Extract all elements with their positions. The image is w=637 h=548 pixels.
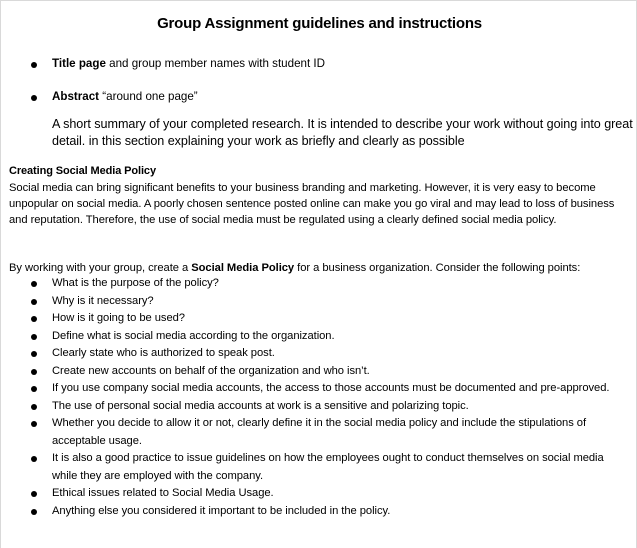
list-item	[1, 398, 622, 416]
bullet-dot-icon	[31, 281, 37, 287]
list-item	[1, 345, 622, 363]
policy-points-list	[1, 275, 637, 520]
list-item	[1, 450, 622, 485]
abstract-label: Abstract	[52, 90, 100, 103]
abstract-item	[52, 90, 198, 103]
bullet-dot-icon	[31, 509, 37, 515]
bullet-dot-icon	[31, 386, 37, 392]
list-item-text: It is also a good practice to issue guidelines on how the employees ought to conduct themselves on social media while they are employed with the company.	[52, 452, 604, 482]
task-intro-paragraph	[9, 260, 637, 276]
bullet-dot-icon	[31, 421, 37, 427]
document-title: Group Assignment guidelines and instructions	[157, 15, 482, 32]
list-item-text: How is it going to be used?	[52, 312, 185, 324]
list-item-text: Anything else you considered it important to be included in the policy.	[52, 504, 391, 517]
bullet-dot-icon	[31, 369, 37, 375]
list-item	[1, 363, 622, 381]
abstract-description: A short summary of your completed research. It is intended to describe your work without going into great detail. in this section explaining your work as briefly and clearly as possible	[52, 117, 633, 148]
title-page-text: and group member names with student ID	[105, 57, 326, 70]
list-item-text: Whether you decide to allow it or not, clearly define it in the social media policy and include the stipulations of acceptable usage.	[52, 417, 587, 447]
list-item-text: What is the purpose of the policy?	[52, 277, 219, 289]
section-intro-paragraph: Social media can bring significant benefits to your business branding and marketing. However, it is very easy to become unpopular on social media. A poorly chosen sentence posted online can make you go viral and may lead to loss of business and reputation. Therefore, the use of social media must be regulated using a clearly defined social media policy.	[9, 182, 615, 227]
list-item	[1, 415, 622, 450]
bullet-dot-icon	[31, 95, 37, 101]
list-item-text: Define what is social media according to the organization.	[52, 329, 335, 342]
list-item	[1, 485, 622, 503]
list-item-text: Why is it necessary?	[52, 294, 154, 307]
list-item-text: The use of personal social media accounts at work is a sensitive and polarizing topic.	[52, 399, 469, 412]
list-item	[1, 310, 622, 328]
bullet-dot-icon	[31, 62, 37, 68]
abstract-text: “around one page”	[99, 90, 198, 103]
list-item	[1, 293, 622, 311]
list-item-text: Create new accounts on behalf of the organization and who isn’t.	[52, 364, 370, 377]
bullet-dot-icon	[31, 351, 37, 357]
bullet-dot-icon	[31, 491, 37, 497]
bullet-dot-icon	[31, 456, 37, 462]
task-intro-prefix: By working with your group, create a	[9, 262, 192, 274]
list-item	[1, 380, 622, 398]
list-item-text: Clearly state who is authorized to speak post.	[52, 347, 275, 359]
list-item	[1, 503, 622, 521]
title-page-label: Title page	[52, 57, 106, 70]
bullet-dot-icon	[31, 334, 37, 340]
list-item	[1, 328, 622, 346]
list-item	[1, 275, 622, 293]
bullet-dot-icon	[31, 404, 37, 410]
task-intro-bold: Social Media Policy	[191, 262, 295, 274]
list-item-text: Ethical issues related to Social Media Usage.	[52, 487, 274, 499]
bullet-dot-icon	[31, 299, 37, 305]
title-page-item	[52, 57, 325, 70]
bullet-dot-icon	[31, 316, 37, 322]
list-item-text: If you use company social media accounts, the access to those accounts must be documented and pre-approved.	[52, 382, 610, 394]
task-intro-suffix: for a business organization. Consider the following points:	[294, 262, 581, 274]
section-heading: Creating Social Media Policy	[9, 165, 156, 177]
